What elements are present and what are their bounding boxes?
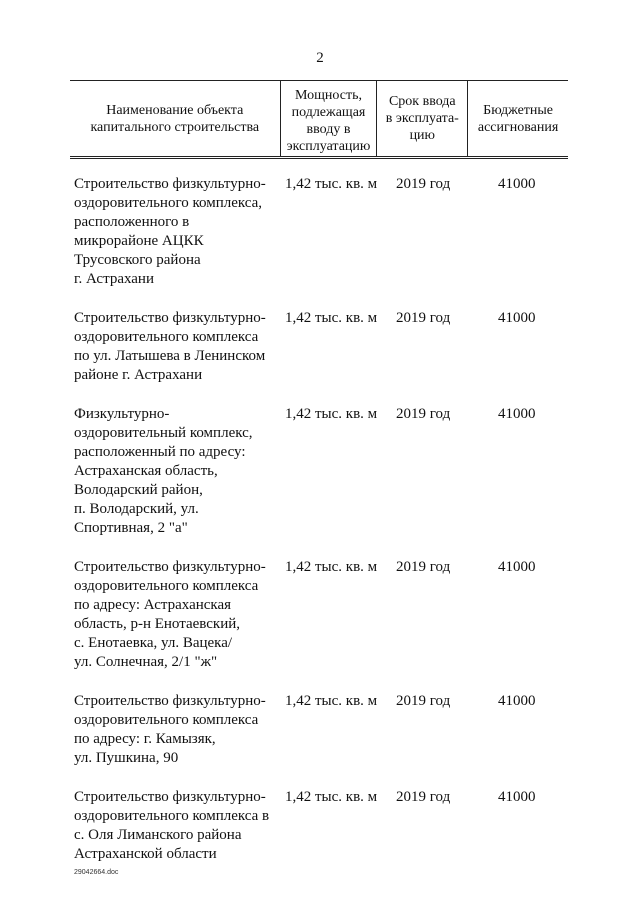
object-name: Строительство физкультурно- оздоровительного комплекса, расположенного в микрорайоне АЦКК Трусовского района г. Астрахани xyxy=(74,176,266,287)
header-budget-allocations: Бюджетные ассигнования xyxy=(477,102,559,135)
commissioning-term-value: 2019 год xyxy=(396,559,451,575)
header-object-name: Наименование объекта капитального строительства xyxy=(90,102,260,135)
table-row xyxy=(74,558,574,672)
capacity-value: 1,42 тыс. кв. м xyxy=(285,693,378,709)
header-commissioning-term: Срок ввода в эксплуата- цию xyxy=(377,81,468,156)
object-name: Строительство физкультурно- оздоровительного комплекса по адресу: г. Камызяк, ул. Пушкина, 90 xyxy=(74,693,266,766)
header-bottom-rule xyxy=(70,156,568,159)
commissioning-term-value: 2019 год xyxy=(396,789,451,805)
header-capacity: Мощность, подлежащая вводу в эксплуатацию xyxy=(280,81,378,156)
table-row xyxy=(74,175,574,289)
table-header xyxy=(70,80,568,159)
object-name: Строительство физкультурно- оздоровительного комплекса по ул. Латышева в Ленинском районе г. Астрахани xyxy=(74,310,266,383)
commissioning-term-value: 2019 год xyxy=(396,310,451,326)
header-row xyxy=(70,81,568,156)
document-code: 29042664.doc xyxy=(74,869,119,876)
commissioning-term-value: 2019 год xyxy=(396,406,451,422)
commissioning-term-value: 2019 год xyxy=(396,693,451,709)
table-row xyxy=(74,692,574,768)
budget-value: 41000 xyxy=(498,789,536,805)
object-name: Физкультурно- оздоровительный комплекс, расположенный по адресу: Астраханская область, Володарский район, п. Володарский, ул. Спортивная, 2 "а" xyxy=(74,406,253,536)
table-body xyxy=(74,175,574,884)
capacity-value: 1,42 тыс. кв. м xyxy=(285,559,378,575)
table-row xyxy=(74,405,574,538)
capacity-value: 1,42 тыс. кв. м xyxy=(285,310,378,326)
budget-value: 41000 xyxy=(498,406,536,422)
budget-value: 41000 xyxy=(498,310,536,326)
table-row xyxy=(74,788,574,864)
capacity-value: 1,42 тыс. кв. м xyxy=(285,789,378,805)
capacity-value: 1,42 тыс. кв. м xyxy=(285,406,378,422)
budget-value: 41000 xyxy=(498,176,536,192)
page-number: 2 xyxy=(316,50,324,66)
capacity-value: 1,42 тыс. кв. м xyxy=(285,176,378,192)
budget-value: 41000 xyxy=(498,693,536,709)
table-row xyxy=(74,309,574,385)
object-name: Строительство физкультурно- оздоровительного комплекса в с. Оля Лиманского района Астраханской области xyxy=(74,789,270,862)
object-name: Строительство физкультурно- оздоровительного комплекса по адресу: Астраханская область, р-н Енотаевский, с. Енотаевка, ул. Вацека/ ул. Солнечная, 2/1 "ж" xyxy=(74,559,266,670)
budget-value: 41000 xyxy=(498,559,536,575)
commissioning-term-value: 2019 год xyxy=(396,176,451,192)
